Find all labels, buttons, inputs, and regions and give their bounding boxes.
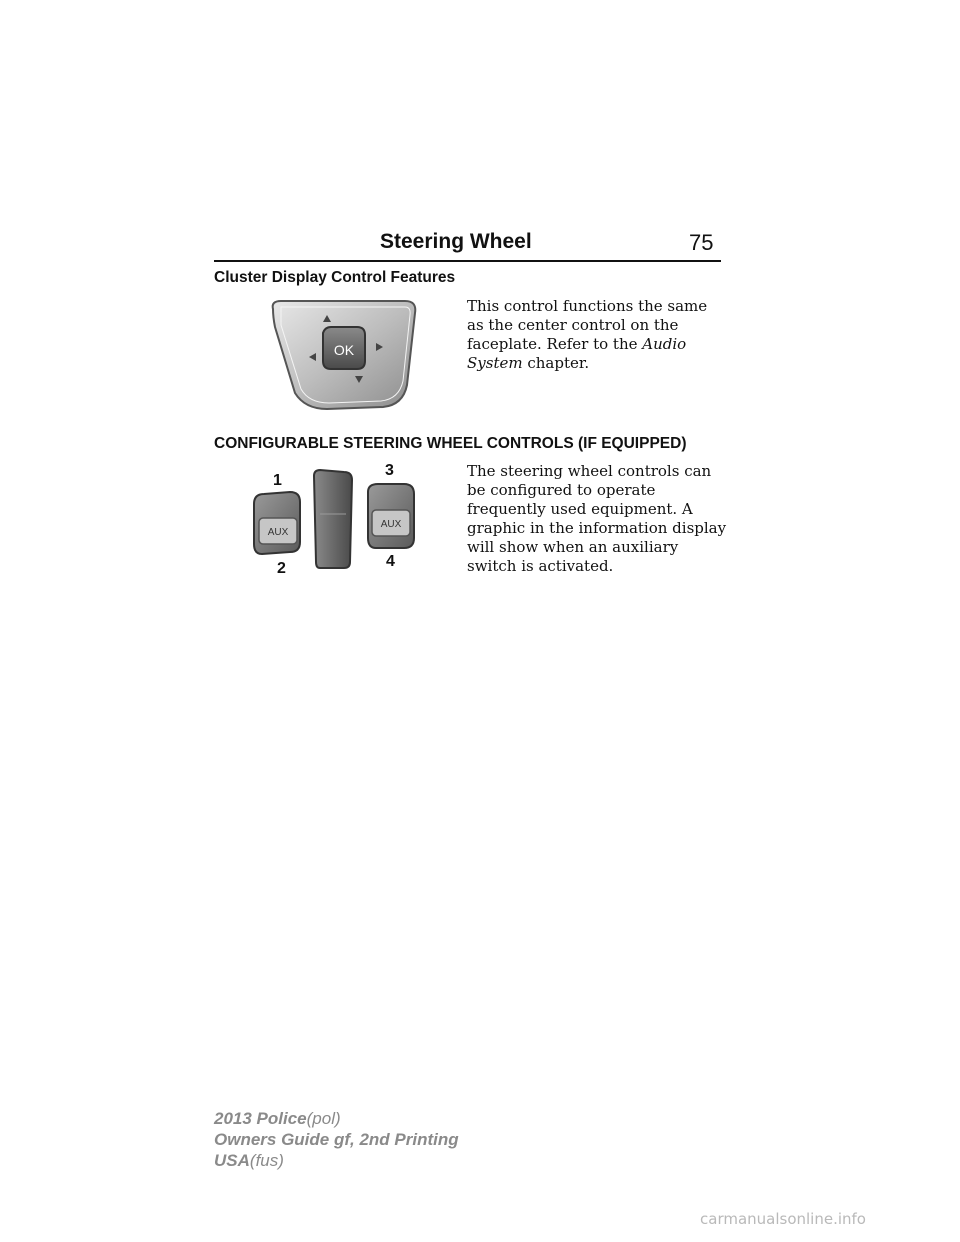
section-heading-cluster-display: Cluster Display Control Features [214, 269, 456, 286]
page-footer: 2013 Police(pol) Owners Guide gf, 2nd Printing USA(fus) [214, 1109, 459, 1170]
callout-3: 3 [385, 462, 394, 479]
chapter-title: Steering Wheel [380, 230, 532, 253]
left-aux-label: AUX [267, 527, 289, 538]
section1-body-text: This control functions the same as the center control on the faceplate. Refer to the Audio System chapter. [467, 297, 708, 372]
page-number: 75 [689, 230, 714, 255]
callout-1: 1 [273, 472, 282, 489]
right-aux-label: AUX [380, 519, 402, 530]
audio-system-reference: Audio System [467, 335, 687, 372]
callout-4: 4 [386, 553, 395, 570]
header-rule [214, 260, 721, 262]
section-heading-configurable-controls: CONFIGURABLE STEERING WHEEL CONTROLS (IF EQUIPPED) [214, 435, 687, 452]
callout-2: 2 [277, 560, 286, 577]
ok-button-label: OK [333, 342, 355, 358]
steering-controls-figure [248, 462, 428, 577]
watermark: carmanualsonline.info [700, 1210, 866, 1228]
cluster-control-figure [265, 297, 425, 416]
section2-body-text: The steering wheel controls can be configured to operate frequently used equipment. A graphic in the information display will show when an auxiliary switch is activated. [467, 462, 727, 575]
